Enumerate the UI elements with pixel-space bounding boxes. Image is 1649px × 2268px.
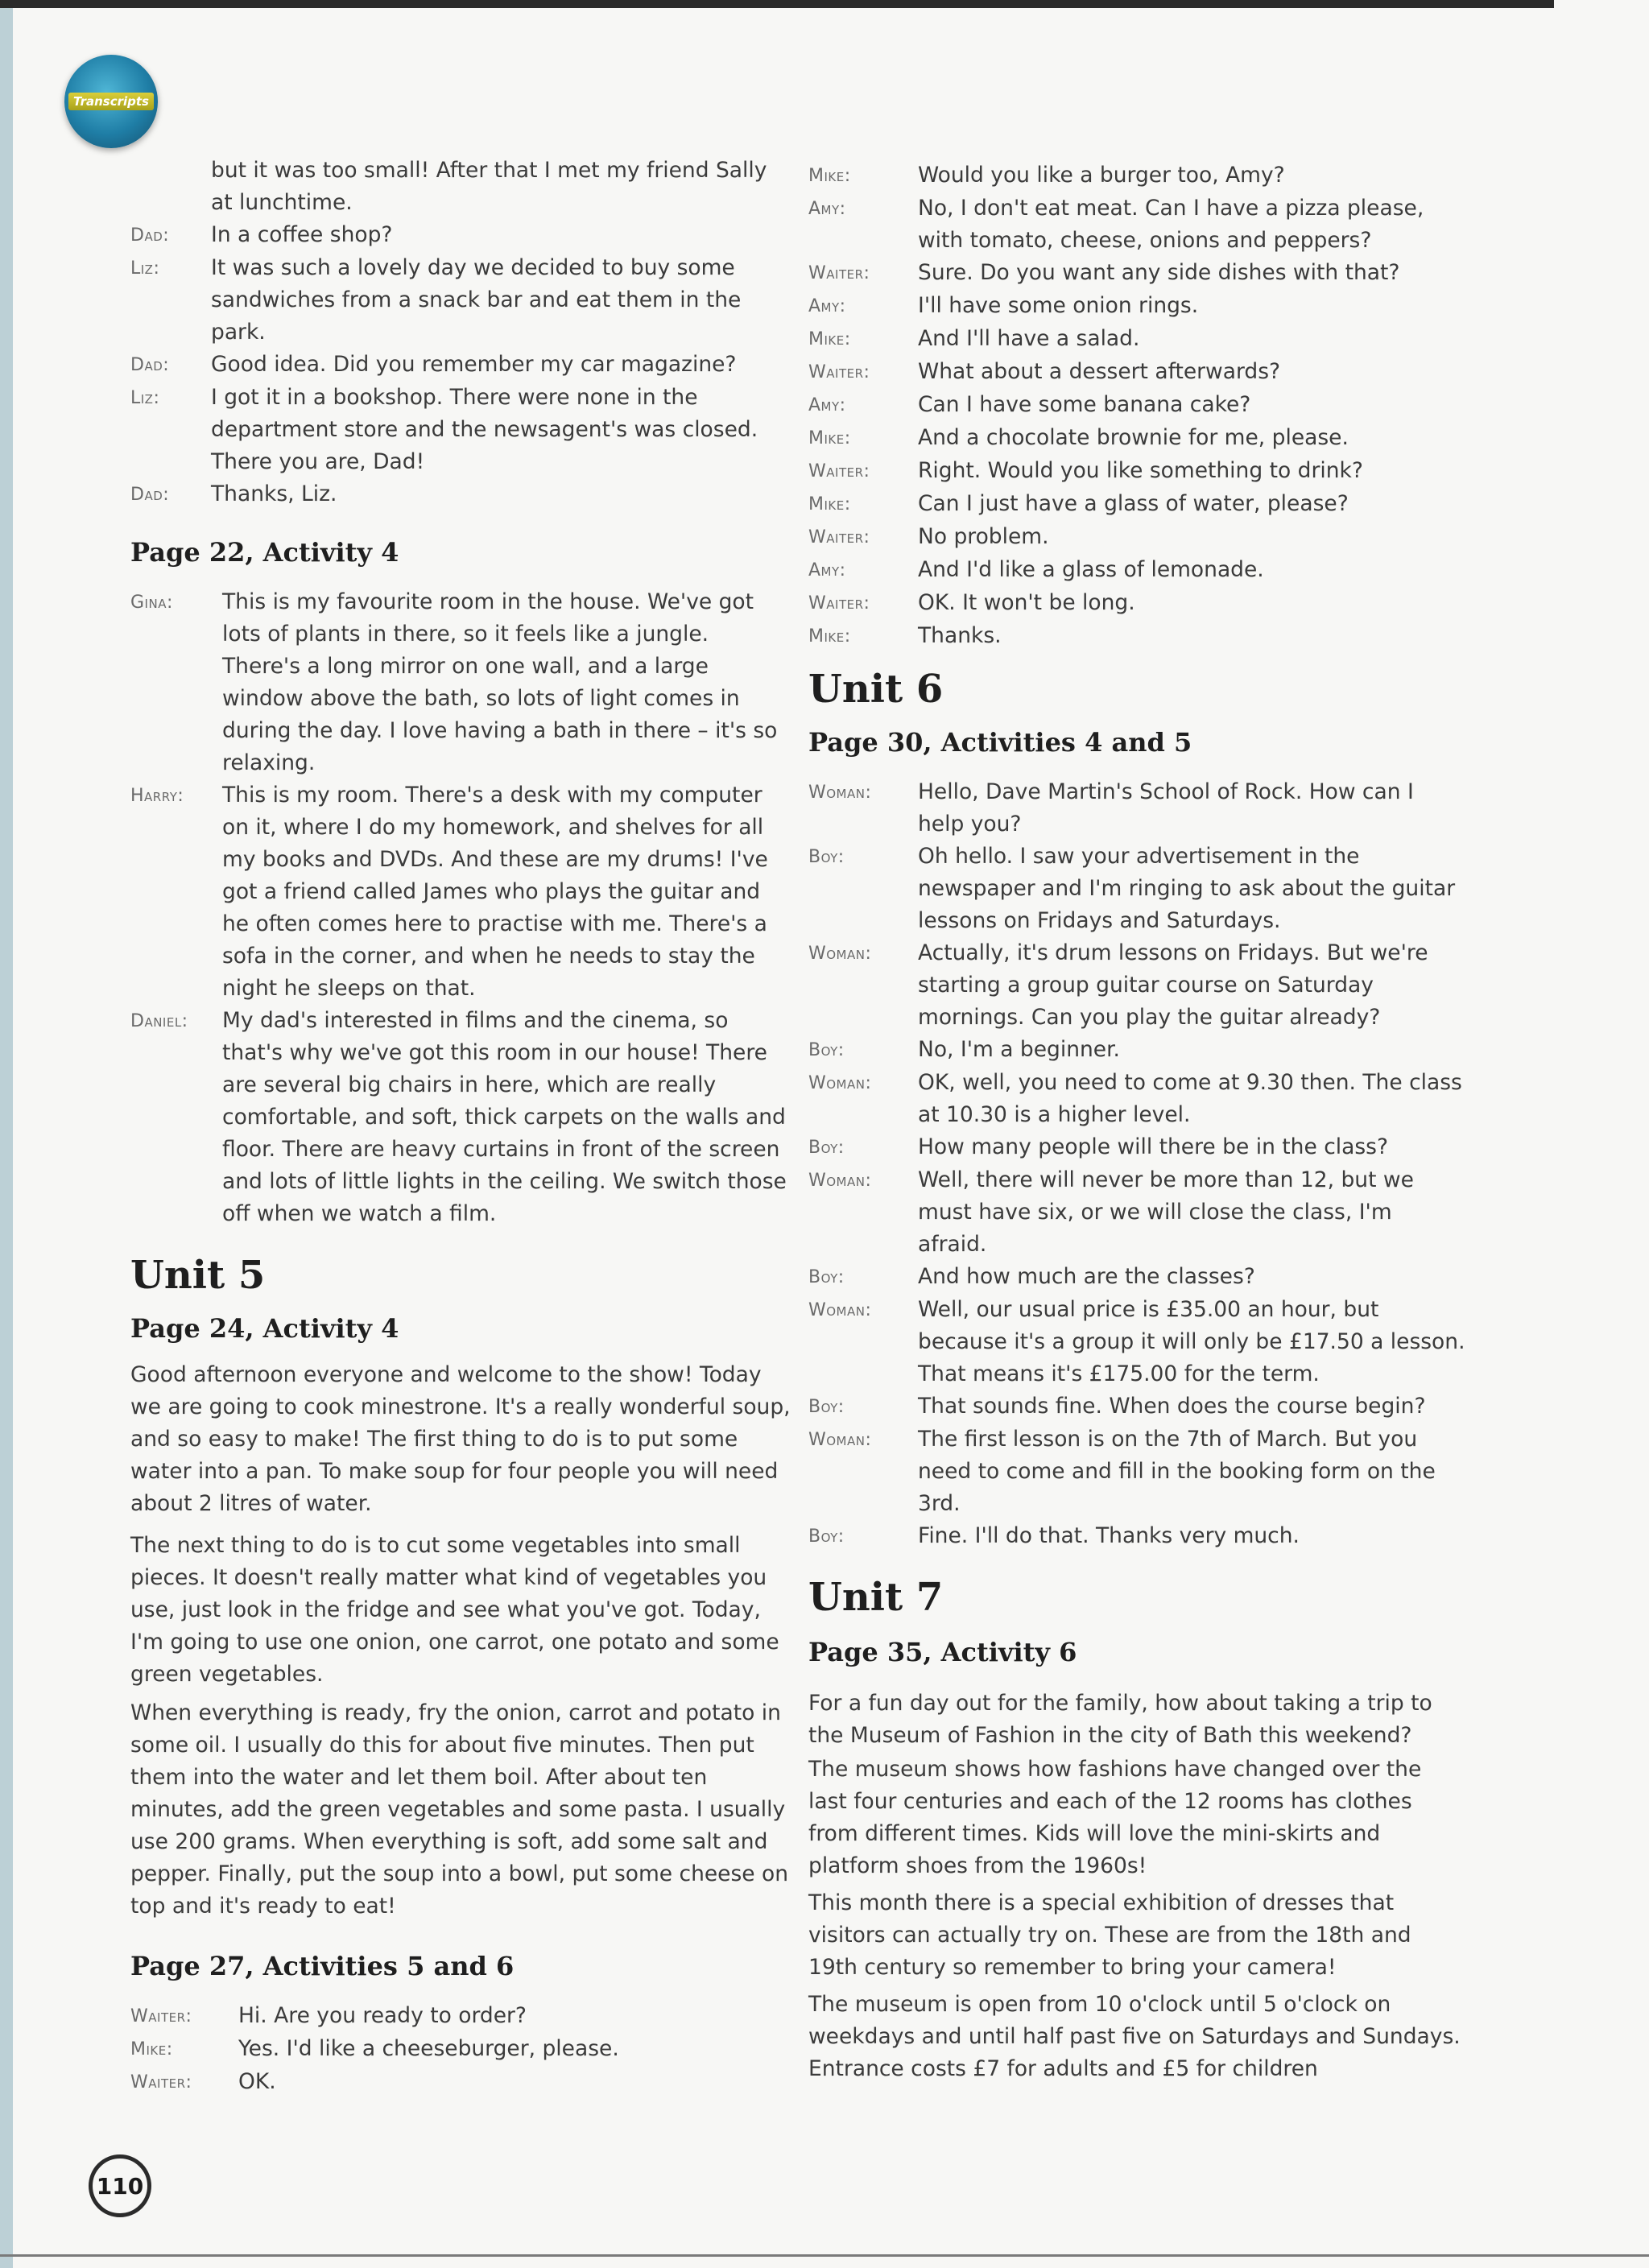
speaker-label: Woman: [808, 1171, 872, 1191]
speaker-label: Waiter: [808, 593, 870, 613]
unit-7 [808, 1573, 1465, 1621]
page-27-dialogue-continued [808, 159, 1465, 653]
dialogue-line: My dad's interested in films and the cinema, so that's why we've got this room in our house! There are several big chairs in here, which are really comfortable, and soft, thick carpets on the walls and floor. There are heavy curtains in front of the screen and lots of little lights in the ceiling. We switch those off when we watch a film. [222, 1008, 787, 1226]
unit-title: Unit 5 [130, 1253, 266, 1298]
speaker-label: Boy: [808, 1138, 845, 1158]
section-heading: Page 30, Activities 4 and 5 [808, 727, 1192, 758]
speaker-label: Woman: [808, 944, 872, 964]
dialogue-line: but it was too small! After that I met my friend Sally at lunchtime. [211, 158, 767, 215]
paragraph: The museum shows how fashions have changed over the last four centuries and each of the 12 rooms has clothes from different times. Kids will love the mini-skirts and platform shoes from the 1960s! [808, 1757, 1422, 1878]
speaker-label: Woman: [808, 1300, 872, 1320]
speaker-label: Woman: [808, 1430, 872, 1450]
dialogue-line: Well, there will never be more than 12, but we must have six, or we will close the class, I'm afraid. [918, 1167, 1414, 1257]
dialogue-line: OK. [238, 2069, 276, 2094]
dialogue-line: And how much are the classes? [918, 1264, 1255, 1289]
dialogue-list [130, 2000, 791, 2099]
section-page-30 [808, 725, 1465, 760]
dialogue-line: And a chocolate brownie for me, please. [918, 425, 1349, 450]
paragraph: This month there is a special exhibition of dresses that visitors can actually try on. These are from the 18th and 19th century so remember to bring your camera! [808, 1890, 1411, 1980]
page-24-text [130, 1697, 791, 1923]
dialogue-list [130, 155, 791, 511]
dialogue-line: Yes. I'd like a cheeseburger, please. [238, 2036, 619, 2061]
speaker-label: Waiter: [808, 362, 870, 382]
dialogue-line: Hello, Dave Martin's School of Rock. How can I help you? [918, 779, 1414, 837]
speaker-label [130, 155, 211, 219]
dialogue-line: And I'd like a glass of lemonade. [918, 557, 1264, 582]
page-35-text [808, 1887, 1465, 1984]
speaker-label: Waiter: [808, 263, 870, 283]
paragraph: For a fun day out for the family, how about taking a trip to the Museum of Fashion in the city of Bath this weekend? [808, 1691, 1432, 1748]
unit-6 [808, 665, 1465, 713]
dialogue-line: And I'll have a salad. [918, 326, 1140, 351]
transcripts-badge [64, 55, 158, 148]
speaker-label: Boy: [808, 1040, 845, 1060]
dialogue-line: Can I have some banana cake? [918, 392, 1251, 417]
speaker-label: Woman: [808, 783, 872, 803]
section-heading: Page 35, Activity 6 [808, 1637, 1077, 1667]
speaker-label: Mike: [808, 329, 851, 349]
dialogue-line: Good idea. Did you remember my car magazine? [211, 352, 737, 377]
dialogue-line: No, I'm a beginner. [918, 1037, 1120, 1062]
dialogue-line: Thanks, Liz. [211, 481, 337, 506]
page-edge [0, 0, 13, 2268]
speaker-label: Mike: [808, 626, 851, 647]
speaker-label: Amy: [808, 560, 846, 580]
top-border [0, 0, 1554, 8]
dialogue-line: I got it in a bookshop. There were none in the department store and the newsagent's was closed. There you are, Dad! [211, 385, 758, 474]
section-page-24 [130, 1311, 791, 1346]
speaker-label: Boy: [808, 1267, 845, 1287]
dialogue-line: What about a dessert afterwards? [918, 359, 1281, 384]
page-30-dialogue [808, 776, 1465, 1553]
dialogue-line: No problem. [918, 524, 1049, 549]
speaker-label: Amy: [808, 296, 846, 316]
speaker-label: Waiter: [808, 527, 870, 547]
dialogue-line: OK, well, you need to come at 9.30 then. The class at 10.30 is a higher level. [918, 1070, 1462, 1127]
dialogue-line: Sure. Do you want any side dishes with that? [918, 260, 1400, 285]
page-35-text [808, 1754, 1465, 1882]
section-heading: Page 24, Activity 4 [130, 1313, 399, 1344]
dialogue-list [808, 159, 1465, 653]
section-heading: Page 27, Activities 5 and 6 [130, 1951, 515, 1981]
section-heading: Page 22, Activity 4 [130, 537, 399, 568]
speaker-label: Dad: [130, 355, 170, 375]
speaker-label: Dad: [130, 225, 170, 246]
dialogue-line: This is my favourite room in the house. We've got lots of plants in there, so it feels like a jungle. There's a long mirror on one wall, and a large window above the bath, so lots of light comes in during the day. I love having a bath in there – it's so relaxing. [222, 589, 778, 775]
badge-label: Transcripts [68, 93, 154, 110]
speaker-label: Amy: [808, 395, 846, 415]
speaker-label: Waiter: [808, 461, 870, 481]
unit-5 [130, 1251, 791, 1299]
dialogue-list [130, 586, 791, 1230]
speaker-label: Liz: [130, 258, 160, 279]
speaker-label: Dad: [130, 485, 170, 505]
dialogue-list [808, 776, 1465, 1553]
speaker-label: Mike: [808, 494, 851, 514]
paragraph: Good afternoon everyone and welcome to the show! Today we are going to cook minestrone. It's a really wonderful soup, and so easy to make! The first thing to do is to put some water into a pan. To make soup for four people you will need about 2 litres of water. [130, 1362, 791, 1516]
dialogue-line: OK. It won't be long. [918, 590, 1135, 615]
bottom-border [0, 2254, 1649, 2257]
dialogue-line: This is my room. There's a desk with my computer on it, where I do my homework, and shelves for all my books and DVDs. And these are my drums! I've got a friend called James who plays the guitar and he often comes here to practise with me. There's a sofa in the corner, and when he needs to stay the night he sleeps on that. [222, 783, 768, 1001]
speaker-label: Harry: [130, 786, 184, 806]
section-page-27 [130, 1948, 791, 1984]
dialogue-line: It was such a lovely day we decided to buy some sandwiches from a snack bar and eat them in the park. [211, 255, 742, 345]
speaker-label: Mike: [808, 166, 851, 186]
section-page-35 [808, 1634, 1465, 1670]
dialogue-line: Would you like a burger too, Amy? [918, 163, 1285, 188]
speaker-label: Waiter: [130, 2006, 192, 2026]
speaker-label: Boy: [808, 1397, 845, 1417]
dialogue-line: Can I just have a glass of water, please? [918, 491, 1349, 516]
speaker-label: Waiter: [130, 2072, 192, 2092]
page-35-text [808, 1688, 1465, 1752]
section-page-22 [130, 535, 791, 570]
unit-title: Unit 7 [808, 1575, 944, 1620]
unit-title: Unit 6 [808, 667, 944, 712]
speaker-label: Mike: [130, 2039, 173, 2059]
page-22-dialogue [130, 586, 791, 1230]
dialogue-line: The first lesson is on the 7th of March. But you need to come and fill in the booking form on the 3rd. [918, 1427, 1436, 1516]
page-number: 110 [89, 2154, 151, 2217]
speaker-label: Boy: [808, 1526, 845, 1547]
page-27-dialogue [130, 2000, 791, 2099]
dialogue-line: No, I don't eat meat. Can I have a pizza please, with tomato, cheese, onions and peppers? [918, 196, 1424, 253]
dialogue-line: Oh hello. I saw your advertisement in the newspaper and I'm ringing to ask about the guitar lessons on Fridays and Saturdays. [918, 844, 1456, 933]
paragraph: When everything is ready, fry the onion, carrot and potato in some oil. I usually do this for about five minutes. Then put them into the water and let them boil. After about ten minutes, add the green vegetables and some pasta. I usually use 200 grams. When everything is soft, add some salt and pepper. Finally, put the soup into a bowl, put some cheese on top and it's ready to eat! [130, 1700, 789, 1919]
speaker-label: Gina: [130, 593, 173, 613]
intro-dialogue [130, 155, 791, 511]
dialogue-line: Hi. Are you ready to order? [238, 2003, 527, 2028]
speaker-label: Liz: [130, 388, 160, 408]
page-35-text [808, 1989, 1465, 2085]
dialogue-line: I'll have some onion rings. [918, 293, 1199, 318]
page-24-text [130, 1359, 791, 1520]
dialogue-line: Fine. I'll do that. Thanks very much. [918, 1523, 1300, 1548]
speaker-label: Amy: [808, 199, 846, 219]
dialogue-line: How many people will there be in the class? [918, 1134, 1389, 1159]
speaker-label: Woman: [808, 1073, 872, 1093]
speaker-label: Daniel: [130, 1011, 188, 1031]
speaker-label: Mike: [808, 428, 851, 448]
page-24-text [130, 1530, 791, 1691]
dialogue-line: Actually, it's drum lessons on Fridays. But we're starting a group guitar course on Saturday mornings. Can you play the guitar already? [918, 940, 1428, 1030]
dialogue-line: Well, our usual price is £35.00 an hour, but because it's a group it will only be £17.50 a lesson. That means it's £175.00 for the term. [918, 1297, 1465, 1386]
dialogue-line: Thanks. [918, 623, 1002, 648]
dialogue-line: In a coffee shop? [211, 222, 393, 247]
speaker-label: Boy: [808, 847, 845, 867]
dialogue-line: That sounds fine. When does the course begin? [918, 1394, 1426, 1419]
dialogue-line: Right. Would you like something to drink? [918, 458, 1363, 483]
paragraph: The museum is open from 10 o'clock until 5 o'clock on weekdays and until half past five on Saturdays and Sundays. Entrance costs £7 for adults and £5 for children [808, 1992, 1461, 2081]
paragraph: The next thing to do is to cut some vegetables into small pieces. It doesn't really matter what kind of vegetables you use, just look in the fridge and see what you've got. Today, I'm going to use one onion, one carrot, one potato and some green vegetables. [130, 1533, 779, 1687]
